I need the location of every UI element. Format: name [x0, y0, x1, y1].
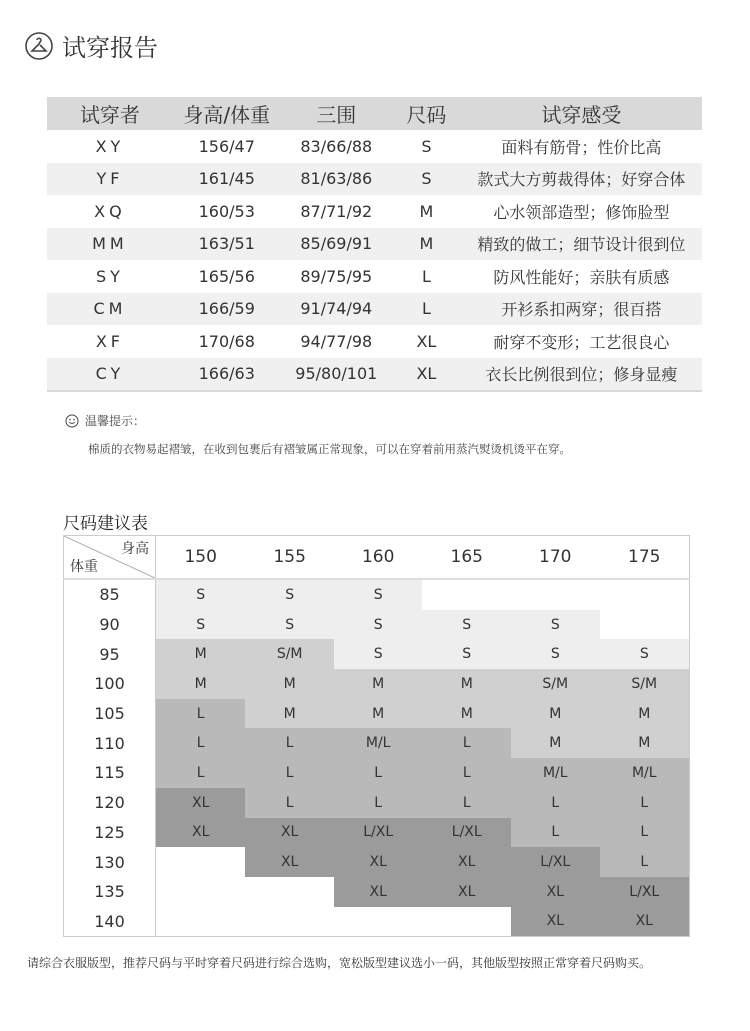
table-cell: 开衫系扣两穿；很百搭 — [461, 293, 702, 326]
corner-weight-label: 体重 — [70, 559, 98, 575]
table-cell: SY — [95, 266, 124, 286]
size-cell: L — [600, 788, 690, 818]
size-cell: L/XL — [422, 818, 511, 848]
size-cell: S — [156, 610, 246, 640]
size-cell: M — [600, 728, 690, 758]
size-cell — [245, 877, 334, 907]
size-chart-table — [63, 535, 690, 937]
table-cell: 156/47 — [198, 136, 255, 156]
size-cell: M — [600, 699, 690, 729]
size-cell: XL — [422, 877, 511, 907]
table-row — [47, 325, 702, 358]
size-cell: XL — [245, 818, 334, 848]
size-row — [64, 818, 690, 848]
size-cell: S/M — [511, 669, 600, 699]
table-row — [47, 260, 702, 293]
size-cell: L — [156, 699, 246, 729]
size-row — [64, 610, 690, 640]
size-cell: M — [422, 669, 511, 699]
table-cell: XF — [95, 331, 125, 351]
size-cell: S — [422, 610, 511, 640]
size-row — [64, 788, 690, 818]
table-row — [47, 293, 702, 326]
size-cell: M — [245, 669, 334, 699]
table-cell: XQ — [94, 201, 126, 221]
size-cell: L — [422, 788, 511, 818]
size-cell: L — [245, 728, 334, 758]
table-cell: 面料有筋骨；性价比高 — [501, 137, 662, 157]
table-cell: 87/71/92 — [300, 201, 373, 221]
size-cell: L — [334, 788, 423, 818]
table-cell: L — [392, 293, 461, 326]
table-cell: 89/75/95 — [300, 266, 373, 286]
height-header: 165 — [422, 536, 511, 580]
footer-note: 请综合衣服版型，推荐尺码与平时穿着尺码进行综合选购，宽松版型建议选小一码，其他版型按照正常穿着尺码购买。 — [27, 956, 652, 970]
corner-height-label: 身高 — [121, 541, 149, 557]
size-row — [64, 877, 690, 907]
size-cell — [156, 877, 246, 907]
size-cell: L/XL — [600, 877, 690, 907]
size-cell: XL — [334, 877, 423, 907]
size-header-row — [64, 536, 690, 580]
size-cell: M — [334, 669, 423, 699]
size-cell: L — [245, 758, 334, 788]
size-row — [64, 728, 690, 758]
weight-label: 115 — [64, 758, 156, 788]
size-cell — [156, 847, 246, 877]
table-cell: 163/51 — [173, 228, 281, 261]
size-cell — [422, 579, 511, 610]
weight-label: 135 — [64, 877, 156, 907]
height-header: 160 — [334, 536, 423, 580]
height-header: 170 — [511, 536, 600, 580]
size-cell: L — [511, 788, 600, 818]
size-cell: M — [511, 699, 600, 729]
table-cell: 91/74/94 — [281, 293, 392, 326]
size-cell: M/L — [600, 758, 690, 788]
size-row — [64, 907, 690, 937]
size-cell: M — [334, 699, 423, 729]
table-cell: CM — [47, 293, 173, 326]
size-cell: M — [156, 669, 246, 699]
size-cell: XL — [245, 847, 334, 877]
size-cell: L — [511, 818, 600, 848]
weight-label: 90 — [64, 610, 156, 640]
page-title — [24, 28, 158, 63]
height-header: 155 — [245, 536, 334, 580]
table-cell: XL — [416, 331, 437, 351]
table-cell: 166/59 — [173, 293, 281, 326]
size-cell: S — [511, 639, 600, 669]
table-cell: 81/63/86 — [281, 163, 392, 196]
size-cell: S — [511, 610, 600, 640]
size-cell: S — [600, 639, 690, 669]
size-row — [64, 639, 690, 669]
table-cell: 防风性能好；亲肤有质感 — [493, 267, 670, 287]
table-cell: XL — [392, 358, 461, 392]
size-cell: M — [245, 699, 334, 729]
size-cell: S — [245, 579, 334, 610]
table-cell: L — [421, 266, 431, 286]
tip-body: 棉质的衣物易起褶皱，在收到包裹后有褶皱属正常现象，可以在穿着前用蒸汽熨烫机烫平在穿。 — [88, 442, 571, 456]
size-cell — [156, 907, 246, 937]
title-text: 试穿报告 — [62, 34, 158, 62]
table-cell: M — [419, 201, 434, 221]
weight-label: 130 — [64, 847, 156, 877]
size-cell: XL — [600, 907, 690, 937]
size-cell: L — [334, 758, 423, 788]
size-cell: XL — [511, 907, 600, 937]
size-row — [64, 847, 690, 877]
size-cell: XL — [334, 847, 423, 877]
size-cell: XL — [156, 788, 246, 818]
size-cell: L — [600, 818, 690, 848]
weight-label: 120 — [64, 788, 156, 818]
size-row — [64, 669, 690, 699]
size-cell — [511, 579, 600, 610]
size-cell: S — [334, 610, 423, 640]
table-row — [47, 195, 702, 228]
table-row — [47, 163, 702, 196]
size-cell: M — [422, 699, 511, 729]
table-cell: 精致的做工；细节设计很到位 — [461, 228, 702, 261]
size-cell — [245, 907, 334, 937]
table-cell: 160/53 — [198, 201, 255, 221]
size-cell: L/XL — [511, 847, 600, 877]
size-cell: L — [245, 788, 334, 818]
table-cell: 衣长比例很到位；修身显瘦 — [461, 358, 702, 392]
size-cell: L — [600, 847, 690, 877]
size-cell: L — [422, 758, 511, 788]
size-cell — [600, 579, 690, 610]
table-cell: 94/77/98 — [300, 331, 373, 351]
size-cell: S — [334, 579, 423, 610]
try-on-report-table — [47, 97, 702, 392]
height-header: 175 — [600, 536, 690, 580]
size-cell: XL — [156, 818, 246, 848]
table-cell: 85/69/91 — [281, 228, 392, 261]
table-cell: 95/80/101 — [281, 358, 392, 392]
size-row — [64, 579, 690, 610]
size-chart-title: 尺码建议表 — [63, 514, 148, 534]
size-cell — [422, 907, 511, 937]
size-cell: M — [156, 639, 246, 669]
table-row — [47, 228, 702, 261]
table-cell: 83/66/88 — [300, 136, 373, 156]
weight-label: 110 — [64, 728, 156, 758]
table-cell: 165/56 — [198, 266, 255, 286]
weight-label: 85 — [64, 579, 156, 610]
column-header: 试穿者 — [47, 97, 173, 130]
table-cell: 166/63 — [173, 358, 281, 392]
table-cell: S — [392, 163, 461, 196]
column-header: 三围 — [281, 97, 392, 130]
size-cell: M/L — [511, 758, 600, 788]
size-cell: L — [156, 758, 246, 788]
weight-label: 100 — [64, 669, 156, 699]
corner-cell — [64, 536, 156, 580]
size-cell: L — [422, 728, 511, 758]
table-cell: YF — [47, 163, 173, 196]
weight-label: 140 — [64, 907, 156, 937]
height-header: 150 — [156, 536, 246, 580]
smiley-icon — [65, 414, 79, 428]
column-header: 身高/体重 — [173, 97, 281, 130]
size-cell: S/M — [245, 639, 334, 669]
tip-label: 温馨提示： — [85, 414, 146, 428]
size-cell: XL — [511, 877, 600, 907]
column-header: 尺码 — [392, 97, 461, 130]
size-cell: M — [511, 728, 600, 758]
weight-label: 95 — [64, 639, 156, 669]
size-cell: S — [422, 639, 511, 669]
table-cell: 心水领部造型；修饰脸型 — [493, 202, 670, 222]
weight-label: 125 — [64, 818, 156, 848]
table-cell: MM — [47, 228, 173, 261]
table-cell: S — [421, 136, 432, 156]
size-cell: XL — [422, 847, 511, 877]
table-row — [47, 358, 702, 392]
size-cell: L/XL — [334, 818, 423, 848]
table-cell: M — [392, 228, 461, 261]
weight-label: 105 — [64, 699, 156, 729]
size-cell — [334, 907, 423, 937]
size-row — [64, 699, 690, 729]
table-cell: XY — [95, 136, 125, 156]
table-cell: 170/68 — [198, 331, 255, 351]
table-cell: 款式大方剪裁得体；好穿合体 — [461, 163, 702, 196]
size-cell: M/L — [334, 728, 423, 758]
table-cell: 耐穿不变形；工艺很良心 — [493, 332, 670, 352]
tip-heading — [65, 412, 145, 429]
size-cell: L — [156, 728, 246, 758]
hanger-icon — [24, 31, 54, 61]
size-cell: S — [245, 610, 334, 640]
column-header: 试穿感受 — [461, 97, 702, 130]
table-cell: CY — [47, 358, 173, 392]
size-cell: S/M — [600, 669, 690, 699]
size-cell — [600, 610, 690, 640]
table-cell: 161/45 — [173, 163, 281, 196]
size-row — [64, 758, 690, 788]
table-row — [47, 130, 702, 163]
size-cell: S — [156, 579, 246, 610]
size-cell: S — [334, 639, 423, 669]
